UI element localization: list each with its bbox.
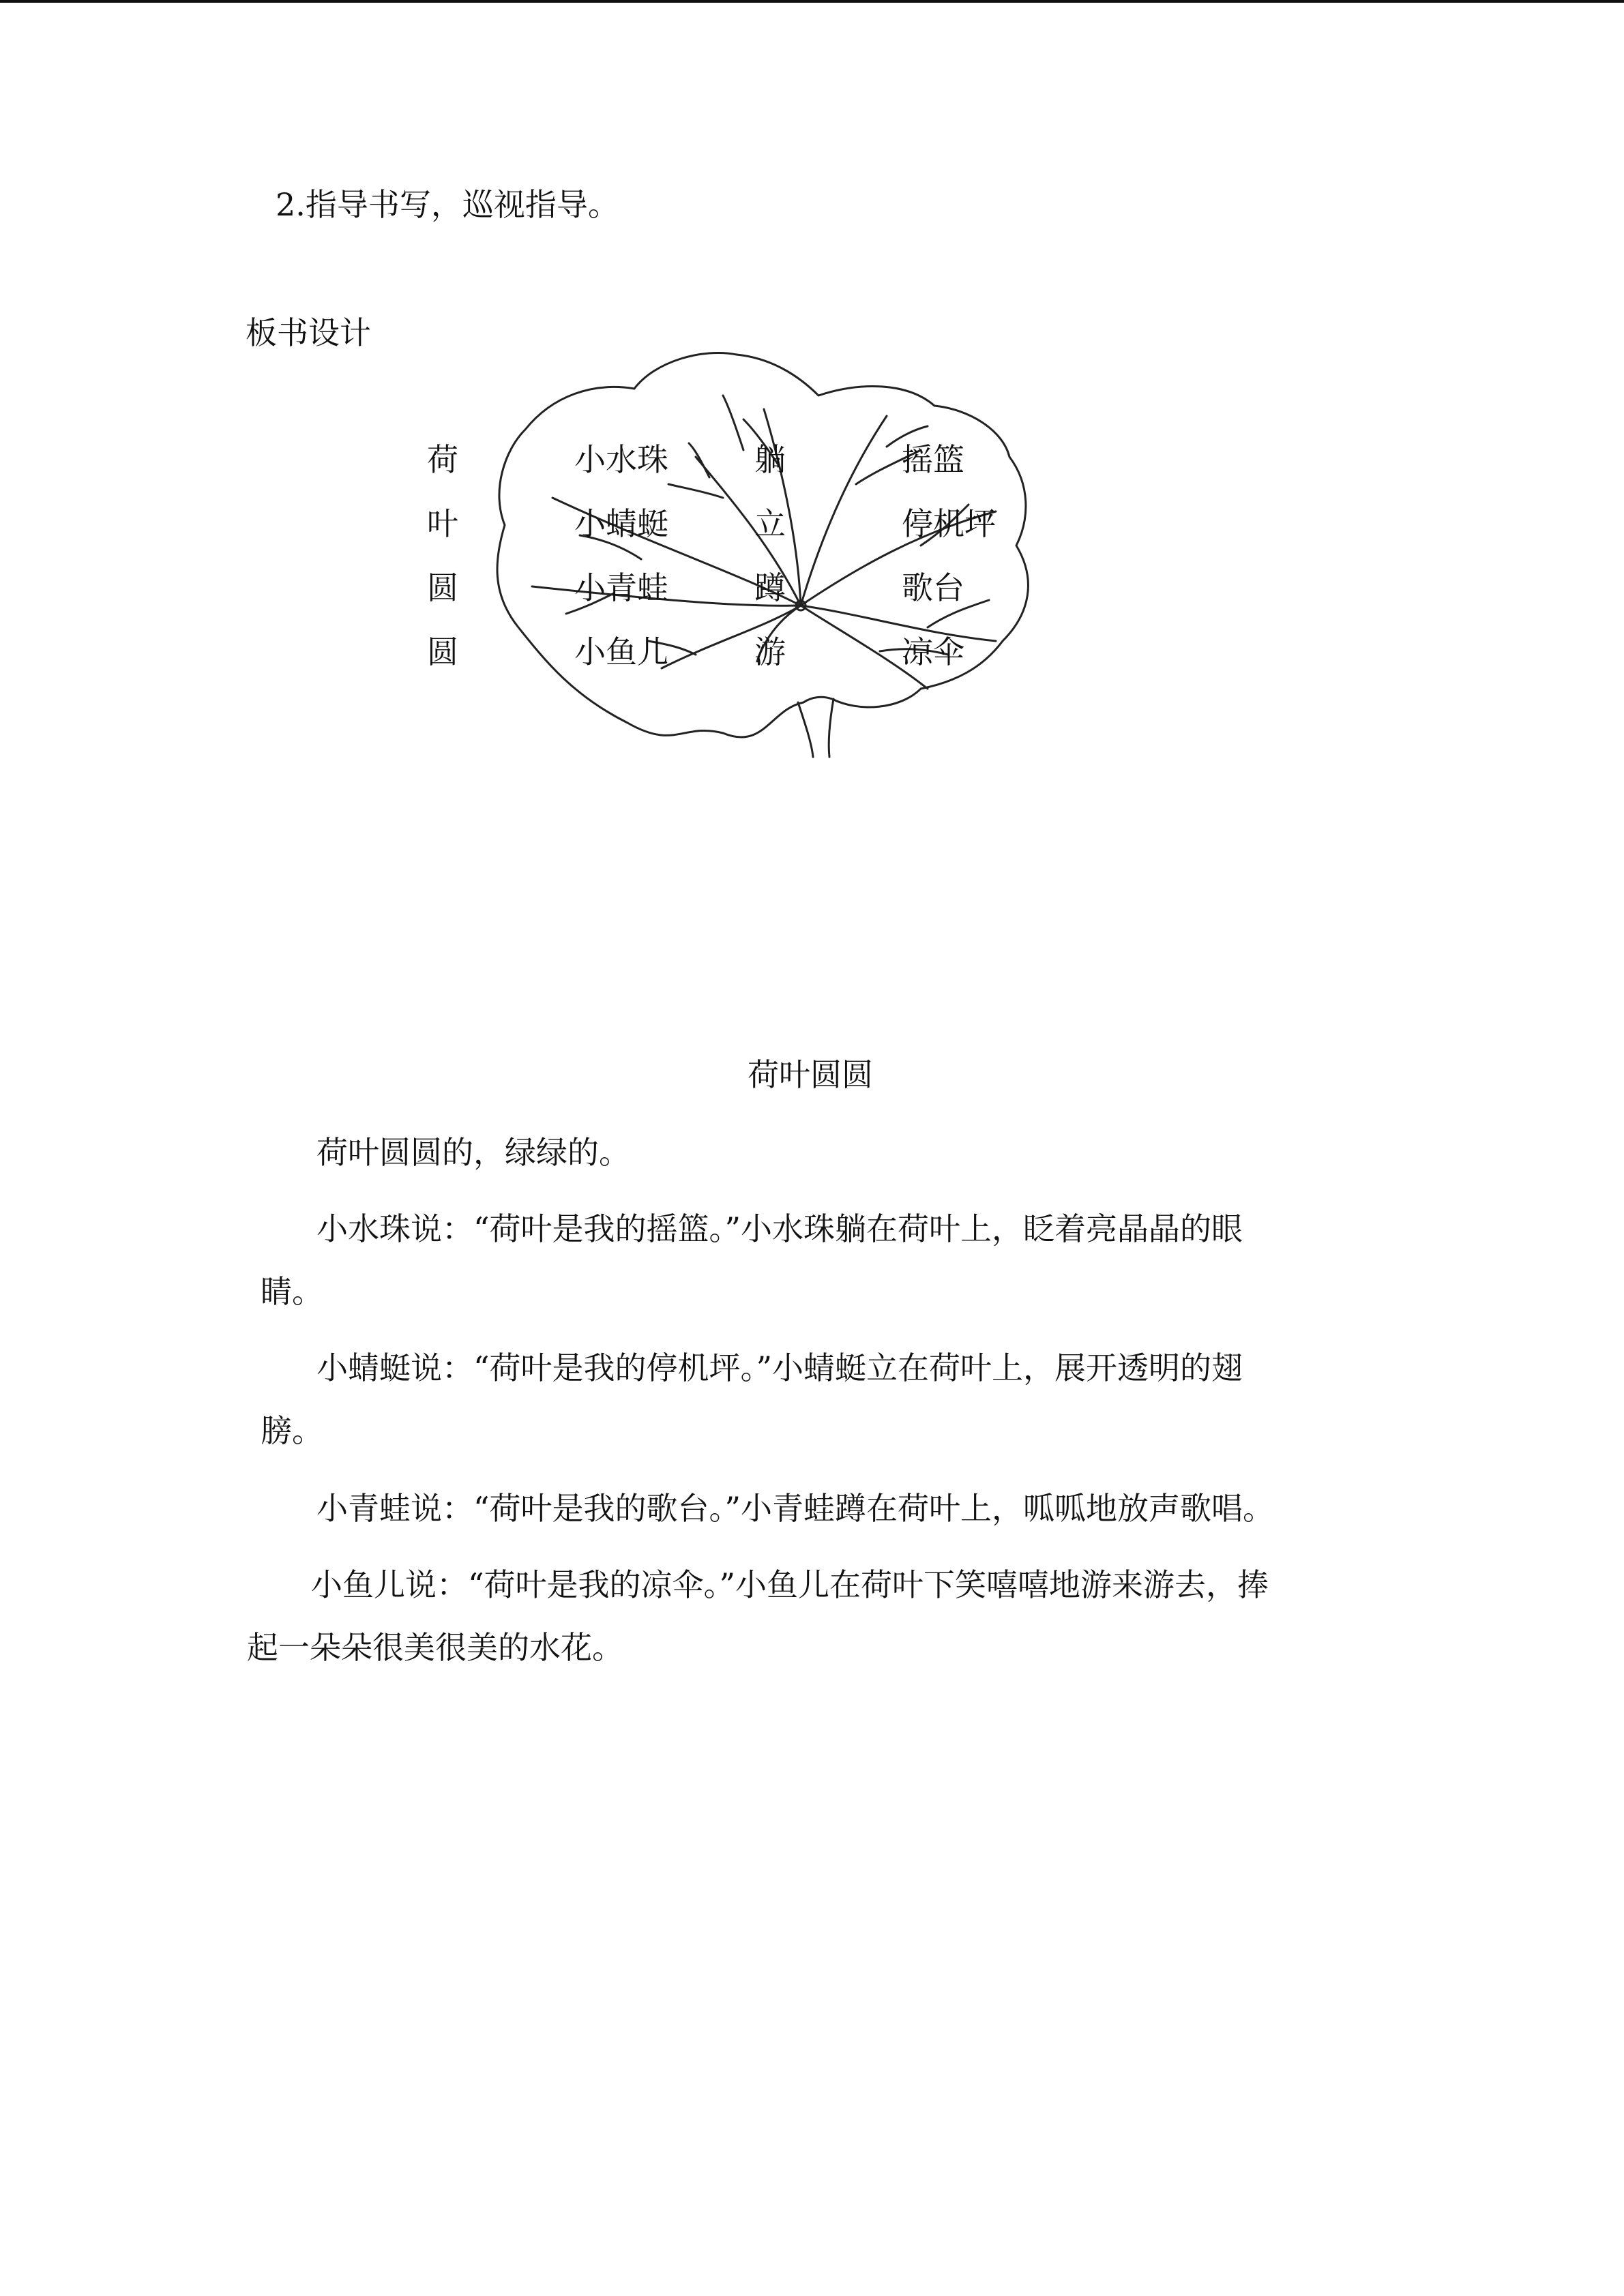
board-action: 躺 [754,441,786,478]
board-place: 歌台 [902,569,964,606]
board-place: 凉伞 [902,633,964,670]
board-action: 立 [754,505,786,542]
board-place: 停机坪 [902,505,996,542]
poem-line: 小蜻蜓说：“荷叶是我的停机坪。”小蜻蜓立在荷叶上，展开透明的翅 [316,1350,1243,1386]
board-place: 摇篮 [902,441,964,478]
board-animal: 小蜻蜓 [574,505,668,542]
lotus-leaf-illustration [477,341,1078,764]
instruction-text: 2.指导书写，巡视指导。 [276,186,619,223]
poem-title: 荷叶圆圆 [748,1056,873,1093]
board-design-heading: 板书设计 [246,314,371,351]
board-animal: 小鱼儿 [574,633,668,670]
board-title-char: 圆 [427,633,458,670]
page-top-border [0,0,1624,3]
board-title-char: 叶 [427,505,458,542]
board-animal: 小水珠 [574,441,668,478]
poem-line: 睛。 [261,1273,323,1310]
board-action: 游 [754,633,786,670]
poem-line: 膀。 [261,1412,323,1449]
board-animal: 小青蛙 [574,569,668,606]
poem-line: 小鱼儿说：“荷叶是我的凉伞。”小鱼儿在荷叶下笑嘻嘻地游来游去，捧 [311,1566,1269,1603]
poem-line: 荷叶圆圆的，绿绿的。 [316,1134,630,1171]
poem-line: 小水珠说：“荷叶是我的摇篮。”小水珠躺在荷叶上，眨着亮晶晶的眼 [316,1210,1243,1247]
poem-line: 起一朵朵很美很美的水花。 [247,1629,623,1666]
poem-line: 小青蛙说：“荷叶是我的歌台。”小青蛙蹲在荷叶上，呱呱地放声歌唱。 [316,1490,1275,1527]
board-title-char: 圆 [427,569,458,606]
board-title-char: 荷 [427,441,458,478]
board-action: 蹲 [754,569,786,606]
